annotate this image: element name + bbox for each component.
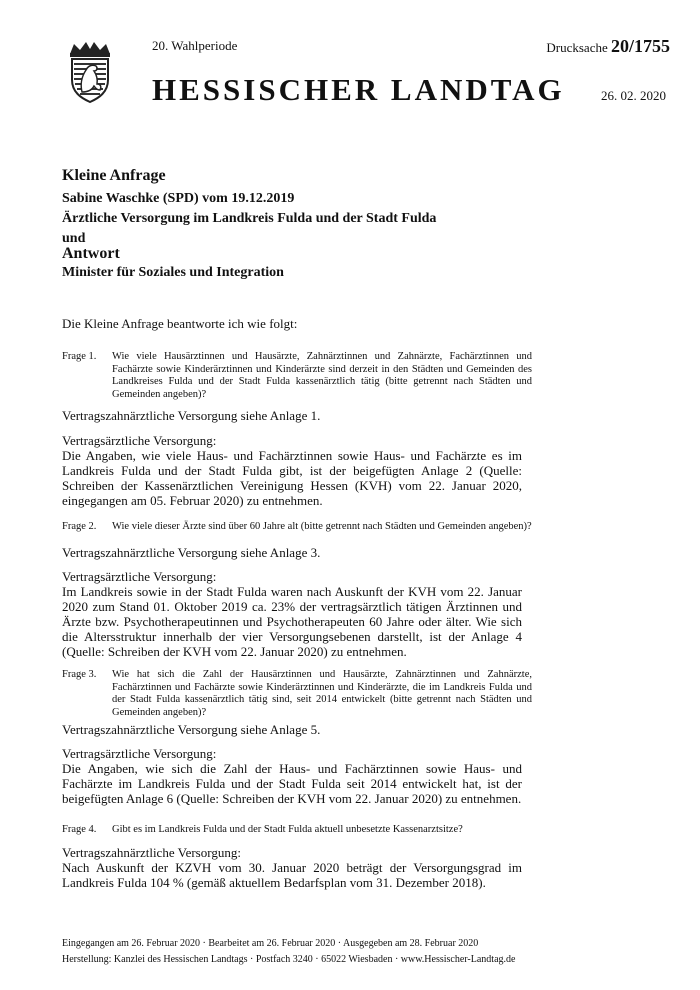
question-label: Frage 4.	[62, 824, 97, 835]
answer-vertrag-text: Die Angaben, wie viele Haus- und Fachärztinnen sowie Haus- und Fachärzte es im Landkreis Fulda und der Stadt Fulda gibt, ist der beigefügten Anlage 2 (Quelle: Schreiben der Kassenärztlichen Vereinigung Hessen (KVH) vom 22. Januar 2020, eingegangen am 05. Februar 2020) zu entnehmen.	[62, 448, 522, 508]
question-text: Gibt es im Landkreis Fulda und der Stadt Fulda aktuell unbesetzte Kassenarztsitze?	[112, 824, 463, 835]
heading-antwort: Antwort	[62, 245, 120, 262]
legislative-period: 20. Wahlperiode	[152, 38, 238, 53]
question-2	[62, 521, 532, 535]
coat-of-arms-icon	[62, 40, 118, 104]
answer-zahn: Vertragszahnärztliche Versorgung siehe Anlage 1.	[62, 408, 321, 423]
question-3	[62, 669, 532, 721]
answer-vertrag-text: Im Landkreis sowie in der Stadt Fulda waren nach Auskunft der KVH vom 22. Januar 2020 zum Stand 01. Oktober 2019 ca. 23% der vertragsärztlich tätigen Ärztinnen und Ärzte bzw. Psychotherapeutinnen und Psychotherapeuten 60 Jahre oder älter. Wie sich die Altersstruktur innerhalb der vier Versorgungsebenen darstellt, ist der Anlage 4 (Quelle: Schreiben der KVH vom 22. Januar 2020) zu entnehmen.	[62, 584, 522, 659]
heading-type: Kleine Anfrage	[62, 167, 166, 184]
drucksache-number	[546, 36, 670, 57]
drucksache-label: Drucksache	[546, 40, 608, 55]
answer-vertrag-label: Vertragsärztliche Versorgung:	[62, 746, 217, 761]
answer-vertrag-text: Die Angaben, wie sich die Zahl der Haus- und Fachärztinnen sowie Haus- und Fachärzte im Landkreis Fulda und der Stadt Fulda seit 2014 entwickelt hat, ist der beigefügten Anlage 6 (Quelle: Schreiben der KVH vom 22. Januar 2020) zu entnehmen.	[62, 761, 522, 806]
answer-vertrag-label: Vertragsärztliche Versorgung:	[62, 569, 217, 584]
footer-dates: Eingegangen am 26. Februar 2020 · Bearbeitet am 26. Februar 2020 · Ausgegeben am 28. Februar 2020	[62, 938, 479, 949]
parliament-title: HESSISCHER LANDTAG	[152, 72, 565, 107]
heading-subject: Ärztliche Versorgung im Landkreis Fulda und der Stadt Fulda	[62, 211, 437, 226]
heading-author: Sabine Waschke (SPD) vom 19.12.2019	[62, 191, 295, 206]
question-text: Wie viele dieser Ärzte sind über 60 Jahre alt (bitte getrennt nach Städten und Gemeinden angeben)?	[112, 521, 532, 532]
question-1	[62, 351, 532, 403]
document-date: 26. 02. 2020	[601, 88, 666, 103]
heading-und: und	[62, 231, 86, 246]
question-text: Wie viele Hausärztinnen und Hausärzte, Zahnärztinnen und Zahnärzte, Fachärztinnen und Fachärzte sowie Kinderärztinnen und Kinderärzte sind derzeit in den Städten und Gemeinden des Landkreises Fulda und der Stadt Fulda kassenärztlich tätig (bitte getrennt nach Städten und Gemeinden angeben)?	[112, 351, 532, 400]
answer-zahn: Vertragszahnärztliche Versorgung siehe Anlage 5.	[62, 722, 321, 737]
answer-vertrag-label: Vertragsärztliche Versorgung:	[62, 433, 217, 448]
question-label: Frage 2.	[62, 521, 97, 532]
intro-text: Die Kleine Anfrage beantworte ich wie folgt:	[62, 316, 298, 331]
drucksache-value: 20/1755	[610, 36, 670, 56]
heading-minister: Minister für Soziales und Integration	[62, 265, 284, 280]
question-4	[62, 824, 532, 838]
question-label: Frage 1.	[62, 351, 97, 362]
answer-vertrag-label: Vertragszahnärztliche Versorgung:	[62, 845, 241, 860]
answer-zahn: Vertragszahnärztliche Versorgung siehe Anlage 3.	[62, 545, 321, 560]
question-label: Frage 3.	[62, 669, 97, 680]
answer-vertrag-text: Nach Auskunft der KZVH vom 30. Januar 2020 beträgt der Versorgungsgrad im Landkreis Fulda 104 % (gemäß aktuellem Bedarfsplan vom 31. Dezember 2018).	[62, 860, 522, 890]
footer-publisher: Herstellung: Kanzlei des Hessischen Landtags · Postfach 3240 · 65022 Wiesbaden · www.Hessischer-Landtag.de	[62, 954, 516, 965]
question-text: Wie hat sich die Zahl der Hausärztinnen und Hausärzte, Zahnärztinnen und Zahnärzte, Fachärztinnen und Fachärzte sowie Kinderärztinnen und Kinderärzte, die im Landkreis Fulda und der Stadt Fulda kassenärztlich tätig sind, seit 2014 entwickelt (bitte getrennt nach Städten und Gemeinden angeben)?	[112, 669, 532, 718]
